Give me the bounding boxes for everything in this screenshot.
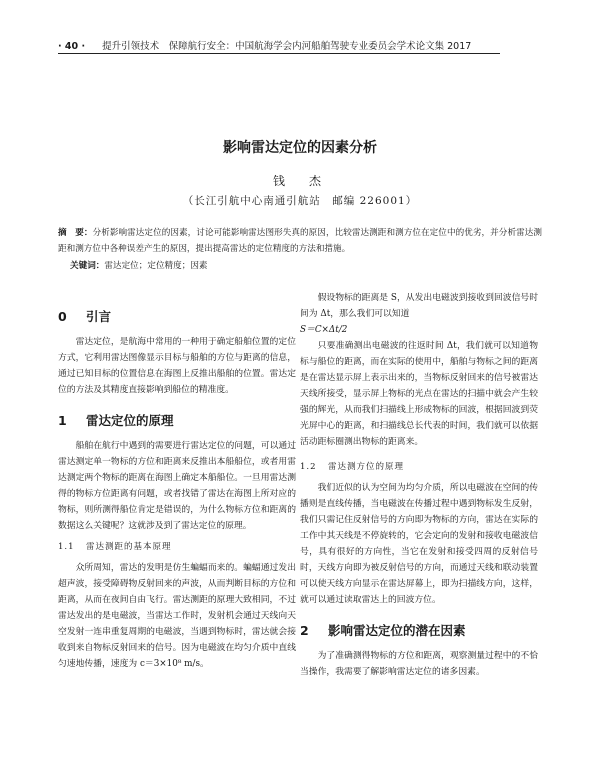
section-heading-0 <box>58 300 296 334</box>
subsection-heading-1-1 <box>58 534 296 560</box>
page-number: · 40 · <box>58 41 86 52</box>
section-number: 1 <box>58 413 67 428</box>
subsection-heading-1-2 <box>300 454 538 480</box>
abstract <box>58 225 542 257</box>
abstract-text: 分析影响雷达定位的因素，讨论可能影响雷达图形失真的原因，比较雷达测距和测方位在定位中的优劣，并分析雷达测距和测方位中各种误差产生的原因，提出提高雷达的定位精度的方法和措施。 <box>58 228 542 254</box>
section-title: 影响雷达定位的潜在因素 <box>328 623 466 638</box>
paragraph: 为了准确测得物标的方位和距离，观察测量过程中的不恰当操作，我需要了解影响雷达定位的诸多因素。 <box>300 651 538 677</box>
section-heading-2 <box>300 614 538 648</box>
left-column <box>58 300 296 672</box>
abstract-label: 摘 要： <box>58 228 93 238</box>
paragraph: 假设物标的距离是 S，从发出电磁波到接收到回波信号时间为 Δt，那么我们可以知道 <box>300 293 538 319</box>
subsection-title: 雷达测距的基本原理 <box>86 542 172 552</box>
section-title: 雷达定位的原理 <box>86 413 174 428</box>
author-name: 钱 杰 <box>272 174 327 188</box>
paragraph: 众所周知，雷达的发明是仿生蝙蝠而来的。蝙蝠通过发出超声波，接受障碍物反射回来的声波，从而判断目标的方位和距离，从而在夜间自由飞行。雷达测距的原理大致相同，不过雷达发出的是电磁波，当雷达工作时，发射机会通过天线向天空发射一连串重复周期的电磁波，当遇到物标时，雷达就会接收到来自物标反射回来的信号。因为电磁波在均匀介质中直线匀速地传播，速度为 c＝3×10⁸ m/s。 <box>58 563 296 669</box>
subsection-title: 雷达测方位的原理 <box>328 462 405 472</box>
author-affiliation: （长江引航中心南通引航站 邮编 226001） <box>182 195 418 207</box>
section-number: 2 <box>300 623 309 638</box>
section-title: 引言 <box>86 309 112 324</box>
keywords-text: 雷达定位；定位精度；因素 <box>104 261 208 271</box>
running-title: 提升引领技术 保障航行安全：中国航海学会内河船舶驾驶专业委员会学术论文集 2017 <box>102 41 472 52</box>
subsection-number: 1.2 <box>300 462 317 472</box>
distance-formula: S＝C×Δt/2 <box>300 325 348 335</box>
running-header <box>58 38 498 52</box>
paragraph: 我们近似的认为空间为均匀介质，所以电磁波在空间的传播则是直线传播，当电磁波在传播过程中遇到物标发生反射，我们只需记住反射信号的方向即为物标的方向，雷达在实际的工作中其天线是不停旋转的，它会定向的发射和接收电磁波信号，具有很好的方向性，当它在发射和接受四周的反射信号时，天线方向即为被反射信号的方向，而通过天线和联动装置可以使天线方向显示在雷达屏幕上，即为扫描线方向，这样，就可以通过读取雷达上的回波方位。 <box>300 483 538 605</box>
header-rule <box>58 53 500 54</box>
subsection-number: 1.1 <box>58 542 75 552</box>
section-number: 0 <box>58 309 67 324</box>
right-column <box>300 290 538 680</box>
keywords-label: 关键词： <box>70 261 105 271</box>
section-heading-1 <box>58 404 296 438</box>
paragraph: 只要准确测出电磁波的往返时间 Δt，我们就可以知道物标与船位的距离，而在实际的使用中，船舶与物标之间的距离是在雷达显示屏上表示出来的，当物标反射回来的信号被雷达天线所接受，显示屏上物标的光点在雷达的扫描中就会产生较强的辉光，从而我们扫描线上形成物标的回波，根据回波到荧光屏中心的距离，和扫描线总长代表的时间，我们就可以依据活动距标圈测出物标的距离来。 <box>300 341 538 447</box>
keywords <box>70 259 540 271</box>
paragraph: 船舶在航行中遇到的需要进行雷达定位的问题，可以通过雷达测定单一物标的方位和距离来反推出本船船位，或者用雷达测定两个物标的距离在海图上确定本船船位。一旦用雷达测得的物标方位距离有问题，或者找错了雷达在海图上所对应的物标，则所测得船位肯定是错误的，为什么物标方位和距离的数据这么关键呢？这就涉及到了雷达定位的原理。 <box>58 441 296 531</box>
article-title: 影响雷达定位的因素分析 <box>223 140 377 156</box>
paragraph: 雷达定位，是航海中常用的一种用于确定船舶位置的定位方式，它利用雷达图像显示目标与船舶的方位与距离的信息，通过已知目标的位置信息在海图上反推出船舶的位置。雷达定位的方法及其精度直接影响到船位的精准度。 <box>58 337 296 395</box>
